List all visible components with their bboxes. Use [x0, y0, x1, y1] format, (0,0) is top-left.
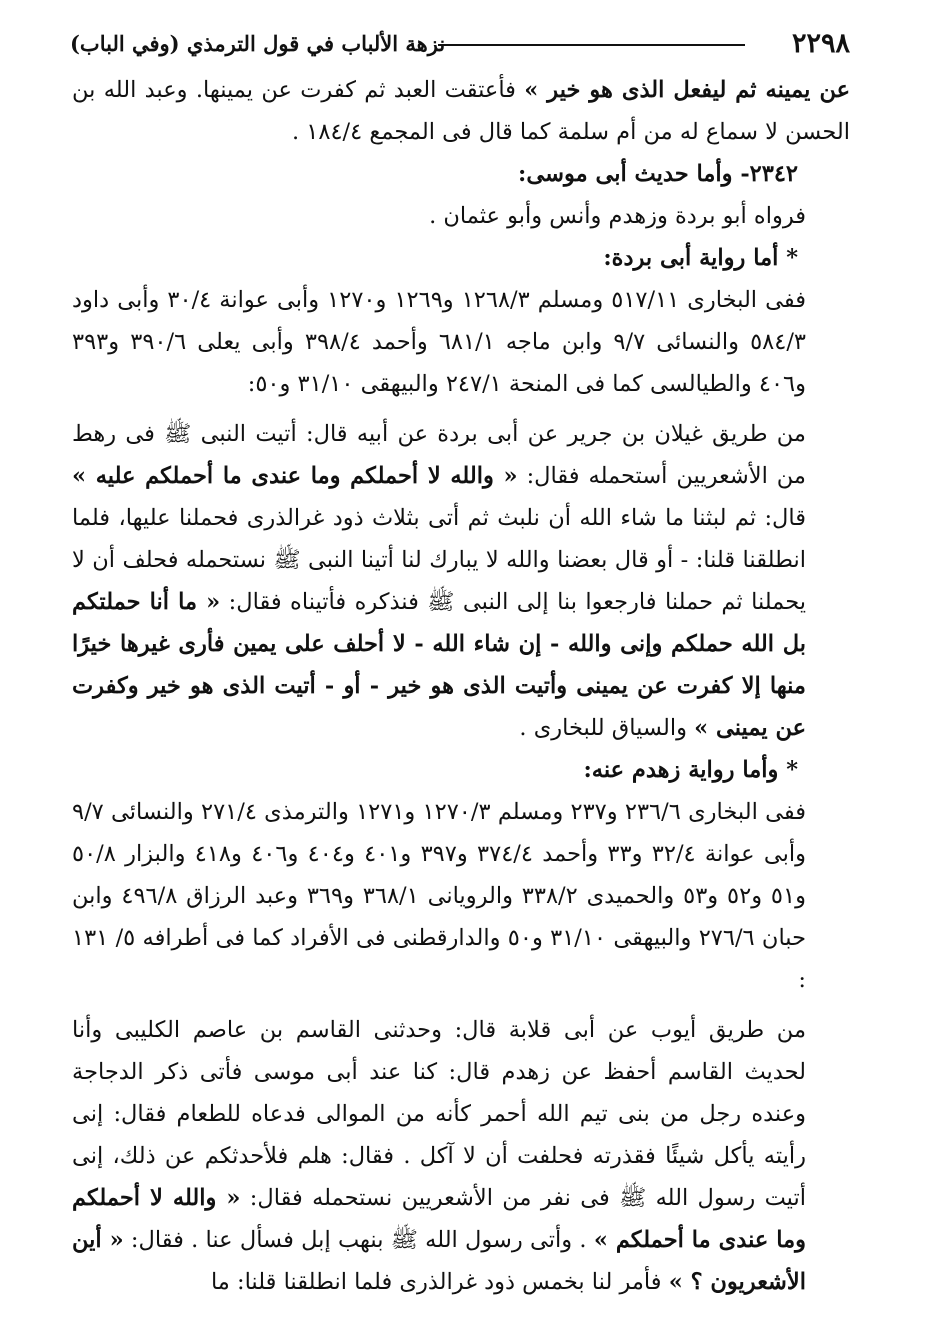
paragraph-text: قال: ثم لبثنا ما شاء الله أن نلبث ثم أتى بثلاث ذود غرالذرى فحملنا عليها، فلما انطلقنا قلنا: - أو قال بعضنا والله لا يبارك لنا أتينا النبى ﷺ نستحمله فحلف أن لا يحملنا ثم حملنا فارجعوا بنا إلى النبى ﷺ فنذكره فأتيناه فقال:	[72, 505, 806, 615]
paragraph-text: من طريق أيوب عن أبى قلابة قال: وحدثنى القاسم بن عاصم الكليبى وأنا لحديث القاسم أحفظ عن زهدم قال: كنا عند أبى موسى فأتى ذكر الدجاجة وعنده رجل من بنى تيم الله أحمر كأنه من الموالى فدعاه للطعام فقال: إنى رأيته يأكل شيئًا فقذرته فحلفت أن لا آكل . فقال: هلم فلأحدثكم عن ذلك، إنى أتيت رسول الله ﷺ فى نفر من الأشعريين نستحمله فقال:	[72, 1017, 806, 1211]
page-body	[72, 67, 850, 1303]
page-header	[70, 27, 850, 63]
running-title: نزهة الألباب في قول الترمذي (وفي الباب)	[70, 31, 446, 56]
narrators-paragraph: فرواه أبو بردة وزهدم وأنس وأبو عثمان .	[429, 203, 806, 229]
hadith-quote: عن يمينه ثم ليفعل الذى هو خير »	[524, 77, 850, 103]
paragraph-text: فأعتقت العبد ثم كفرت عن يمينها. وعبد الله بن الحسن لا سماع له من أم سلمة كما قال فى المجمع ١٨٤/٤ .	[72, 77, 850, 145]
hadith-quote: « أين الأشعريون ؟ »	[72, 1227, 806, 1295]
paragraph-text: فأمر لنا بخمس ذود غرالذرى فلما انطلقنا قلنا: ما	[210, 1269, 669, 1295]
hadith-quote: « ما أنا حملتكم بل الله حملكم وإنى والله - إن شاء الله - لا أحلف على يمين فأرى غيرها خيرًا منها إلا كفرت عن يمينى وأتيت الذى هو خير - أو - أتيت الذى هو خير وكفرت عن يمينى »	[72, 589, 806, 741]
hadith-paragraph-ghaylan	[72, 413, 850, 749]
section-heading-abi-burda: * أما رواية أبى بردة:	[603, 245, 798, 271]
hadith-paragraph-ayyub	[72, 1009, 850, 1303]
section-heading-zahdam: * وأما رواية زهدم عنه:	[583, 757, 798, 783]
sources-paragraph-abi-burda: ففى البخارى ٥١٧/١١ ومسلم ١٢٦٨/٣ و١٢٦٩ و١٢٧٠ وأبى عوانة ٣٠/٤ وأبى داود ٥٨٤/٣ والنسائى ٩/٧ وابن ماجه ٦٨١/١ وأحمد ٣٩٨/٤ وأبى يعلى ٣٩٠/٦ و٣٩٣ و٤٠٦ والطيالسى كما فى المنحة ٢٤٧/١ والبيهقى ٣١/١٠ و٥٠:	[72, 287, 806, 397]
section-heading-abi-musa: ٢٣٤٢- وأما حديث أبى موسى:	[518, 161, 798, 187]
header-rule	[438, 44, 745, 46]
sources-paragraph-zahdam: ففى البخارى ٢٣٦/٦ و٢٣٧ ومسلم ١٢٧٠/٣ و١٢٧١ والترمذى ٢٧١/٤ والنسائى ٩/٧ وأبى عوانة ٣٢/٤ و٣٣ وأحمد ٣٧٤/٤ و٣٩٧ و٤٠١ و٤٠٤ و٤٠٦ و٤١٨ والبزار ٥٠/٨ و٥١ و٥٢ و٥٣ والحميدى ٣٣٨/٢ والرويانى ٣٦٨/١ و٣٦٩ وعبد الرزاق ٤٩٦/٨ وابن حبان ٢٧٦/٦ والبيهقى ٣١/١٠ و٥٠ والدارقطنى فى الأفراد كما فى أطرافه ٥/ ١٣١ :	[72, 799, 807, 993]
paragraph-text: من طريق غيلان بن جرير عن أبى بردة عن أبيه قال: أتيت النبى ﷺ فى رهط من الأشعريين أستحمله فقال:	[72, 421, 806, 489]
paragraph-text: والسياق للبخارى .	[519, 715, 695, 741]
hadith-quote: « والله لا أحملكم وما عندى ما أحملكم عليه »	[72, 463, 518, 489]
hadith-quote: « والله لا أحملكم وما عندى ما أحملكم »	[72, 1185, 806, 1253]
paragraph-continuation	[72, 69, 850, 153]
page-number: ٢٢٩٨	[791, 28, 850, 59]
paragraph-text: . وأتى رسول الله ﷺ بنهب إبل فسأل عنا . فقال:	[123, 1227, 594, 1253]
